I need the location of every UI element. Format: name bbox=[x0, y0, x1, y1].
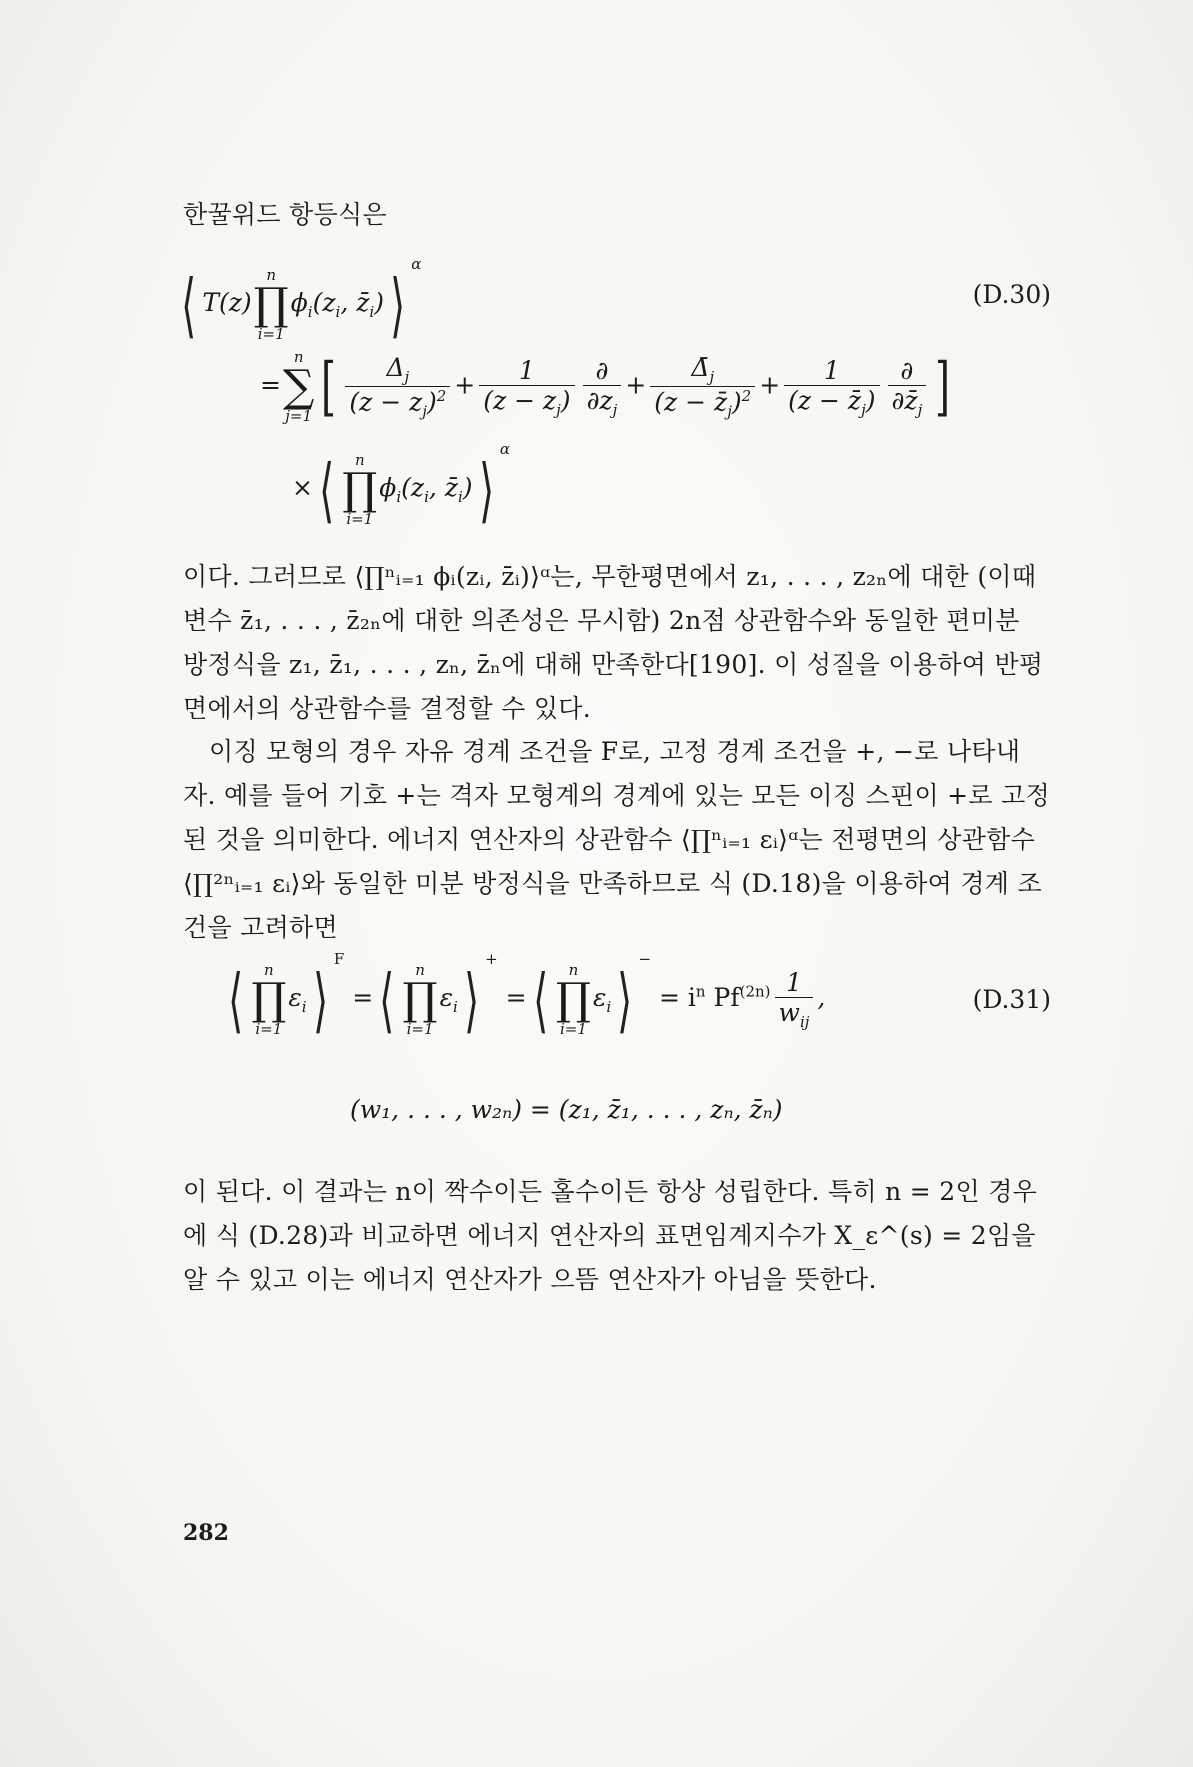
page-number: 282 bbox=[183, 1520, 229, 1546]
eq-d31: ⟨ n ∏ i=1 $\varepsilon_i⟩$ $^F$ =⟨ n ∏ i=1 $\varepsilon_i⟩$ + =⟨ n ∏ i=1 $\varepsilon_i⟩$ $^- = i^n$ $Pf^{(2n)}$ $\frac{1}{w_{ij}}$ , bbox=[228, 950, 826, 1041]
eq-d30-line2: = n ∑ j=1 [ $\frac{\Delta_j}{(z - z_j)^2}$ + $\frac{1}{(z - z_j)}$ $\frac{\partial}{\partial z_j}$ + $\frac{\Deltā_j}{(z - z̄_j)^2}$ + $\frac{1}{(z - z̄_j)}$ $\frac{\partial}{\partial z̄_j}$ ] bbox=[260, 348, 951, 425]
paragraph-2: 이징 모형의 경우 자유 경계 조건을 F로, 고정 경계 조건을 +, −로 나타내자. 예를 들어 기호 +는 격자 모형계의 경계에 있는 모든 이징 스핀이 +로 고정된 것을 의미한다. 에너지 연산자의 상관함수 ⟨∏ⁿᵢ₌₁ εᵢ⟩ᵅ는 전평면의 상관함수 ⟨∏²ⁿᵢ₌₁ εᵢ⟩와 동일한 미분 방정식을 만족하므로 식 (D.18)을 이용하여 경계 조건을 고려하면 bbox=[183, 737, 1051, 942]
eq-d30-label: (D.30) bbox=[972, 280, 1051, 309]
eq-w-definition: (w₁, . . . , w₂ₙ) = (z₁, z̄₁, . . . , zₙ, z̄ₙ) bbox=[350, 1095, 783, 1124]
intro-text: 한꿀위드 항등식은 bbox=[183, 200, 387, 229]
eq-d30-line3: ×⟨ n ∏ i=1 $\phi_i(z_i$, $z̄_i)⟩$ $^\alpha$ bbox=[292, 440, 511, 531]
eq-d31-label: (D.31) bbox=[972, 985, 1051, 1014]
eq-d30-line1: ⟨ T(z) n ∏ i=1 $\phi_i(z_i$, $z̄_i)⟩$ $^\alpha$ bbox=[181, 255, 422, 346]
paragraph-1: 이다. 그러므로 ⟨∏ⁿᵢ₌₁ ϕᵢ(zᵢ, z̄ᵢ)⟩ᵅ는, 무한평면에서 z₁, . . . , z₂ₙ에 대한 (이때 변수 z̄₁, . . . , z̄₂ₙ에 대한 의존성은 무시함) 2n점 상관함수와 동일한 편미분 방정식을 z₁, z̄₁, . . . , zₙ, z̄ₙ에 대해 만족한다[190]. 이 성질을 이용하여 반평면에서의 상관함수를 결정할 수 있다. bbox=[183, 562, 1044, 723]
paragraph-3: 이 된다. 이 결과는 n이 짝수이든 홀수이든 항상 성립한다. 특히 n = 2인 경우에 식 (D.28)과 비교하면 에너지 연산자의 표면임계지수가 X_ε^(s) = 2임을 알 수 있고 이는 에너지 연산자가 으뜸 연산자가 아님을 뜻한다. bbox=[183, 1177, 1038, 1294]
